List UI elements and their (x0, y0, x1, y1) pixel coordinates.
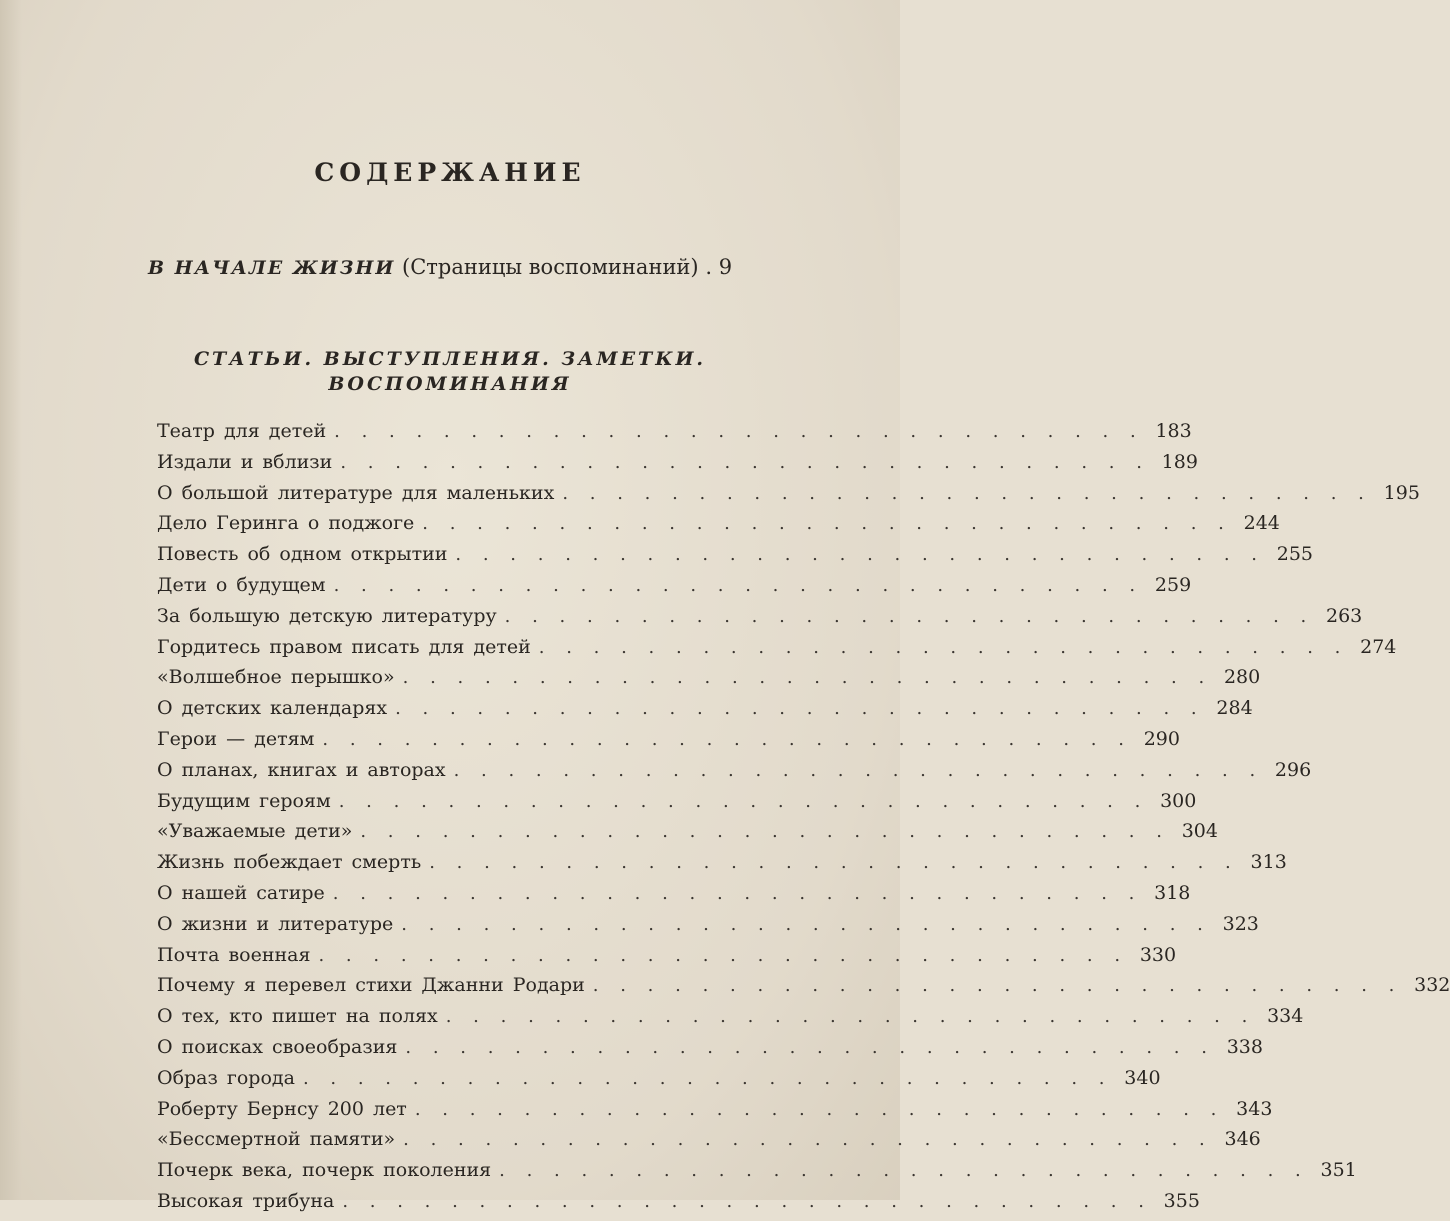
toc-leader-dots: . . . . . . . . . . . . . . . . . . . . . . . . . . . . . . (403, 1129, 1213, 1151)
toc-entry-page: 355 (1163, 1189, 1200, 1212)
toc-entry-title: Образ города (157, 1066, 295, 1089)
toc-entry (157, 512, 1280, 543)
toc-entry-page: 304 (1181, 820, 1218, 843)
toc-entry-title: Почерк века, почерк поколения (157, 1159, 492, 1182)
toc-entry (157, 1035, 1263, 1067)
toc-entry (157, 635, 1397, 667)
toc-entry (157, 450, 1198, 482)
toc-leader-dots: . . . . . . . . . . . . . . . . . . . . . . . . . . . . . . (334, 421, 1144, 442)
toc-entry-page: 343 (1236, 1097, 1273, 1120)
toc-entry-title: Почему я перевел стихи Джанни Родари (157, 974, 585, 997)
toc-entry-title: Высокая трибуна (157, 1189, 335, 1212)
toc-entry-title: «Бессмертной памяти» (157, 1128, 396, 1151)
toc-entry-title: «Уважаемые дети» (157, 820, 353, 843)
toc-entry-title: Театр для детей (157, 420, 327, 442)
toc-entry-title: О тех, кто пишет на полях (157, 1005, 438, 1028)
toc-leader-dots: . . . . . . . . . . . . . . . . . . . . . . . . . . . . . . (445, 1006, 1256, 1028)
toc-entry-page: 338 (1226, 1035, 1263, 1058)
toc-entry (157, 758, 1312, 790)
toc-entry (157, 1128, 1261, 1159)
toc-leader-dots: . . . . . . . . . . . . . . . . . . . . . . . . . . . . . . (402, 667, 1213, 689)
toc-leader-dots: . . . . . . . . . . . . . . . . . . . . . . . . . . . . . . (422, 513, 1232, 535)
toc-entry-page: 263 (1326, 604, 1363, 627)
toc-leader-dots: . . . . . . . . . . . . . . . . . . . . . . . . . . . . . . (453, 759, 1264, 781)
toc-entry-title: Гордитесь правом писать для детей (157, 635, 531, 658)
toc-entry-page: 323 (1222, 912, 1259, 935)
toc-leader-dots: . . . . . . . . . . . . . . . . . . . . . . . . . . . . . . (405, 1036, 1215, 1058)
toc-leader-dots: . . . . . . . . . . . . . . . . . . . . . . . . . . . . . . (318, 944, 1129, 966)
toc-entry-page: 313 (1250, 851, 1287, 874)
toc-entry-title: Герои — детям (157, 727, 315, 750)
toc-entry-page: 284 (1216, 697, 1253, 720)
toc-entry-title: Издали и вблизи (157, 450, 333, 473)
toc-list (157, 420, 1450, 1221)
toc-leader-dots: . . . . . . . . . . . . . . . . . . . . . . . . . . . . . . (338, 790, 1149, 812)
section-title (0, 347, 900, 397)
toc-entry-page: 300 (1160, 789, 1197, 812)
contents-heading: СОДЕРЖАНИЕ (314, 158, 586, 187)
first-entry-subtitle: (Страницы воспоминаний) (402, 255, 699, 279)
toc-entry (157, 881, 1191, 913)
toc-entry (157, 1159, 1357, 1190)
toc-entry (157, 912, 1259, 944)
toc-entry-title: Жизнь побеждает смерть (157, 851, 422, 874)
toc-entry-title: Дети о будущем (157, 573, 326, 596)
toc-entry (157, 820, 1218, 851)
toc-entry-title: О жизни и литературе (157, 912, 394, 935)
toc-entry (157, 481, 1420, 513)
toc-entry-page: 255 (1276, 543, 1314, 566)
toc-leader-dots: . . . . . . . . . . . . . . . . . . . . . . . . . . . . . . (401, 913, 1211, 935)
toc-entry-title: Почта военная (157, 943, 311, 966)
toc-entry-title: Повесть об одном открытии (157, 543, 448, 566)
toc-leader-dots: . . . . . . . . . . . . . . . . . . . . . . . . . . . . . . (538, 636, 1349, 658)
toc-entry-page: 183 (1155, 420, 1192, 442)
toc-leader-dots: . . . . . . . . . . . . . . . . . . . . . . . . . . . . . . (342, 1190, 1152, 1212)
toc-leader-dots: . . . . . . . . . . . . . . . . . . . . . . . . . . . . . . (429, 852, 1239, 874)
toc-leader-dots: . . . . . . . . . . . . . . . . . . . . . . . . . . . . . . (562, 482, 1372, 504)
toc-entry-page: 346 (1224, 1128, 1261, 1151)
first-entry-dots: . (705, 255, 712, 279)
toc-leader-dots: . . . . . . . . . . . . . . . . . . . . . . . . . . . . . . (504, 605, 1315, 627)
toc-entry-page: 244 (1243, 512, 1280, 535)
toc-entry-first (148, 255, 768, 279)
section-title-line-1: СТАТЬИ. ВЫСТУПЛЕНИЯ. ЗАМЕТКИ. (193, 348, 707, 370)
toc-entry (157, 851, 1287, 882)
toc-leader-dots: . . . . . . . . . . . . . . . . . . . . . . . . . . . . . . (499, 1160, 1309, 1182)
toc-entry (157, 573, 1192, 605)
toc-entry (157, 789, 1197, 821)
toc-leader-dots: . . . . . . . . . . . . . . . . . . . . . . . . . . . . . . (340, 451, 1150, 473)
toc-entry-page: 351 (1320, 1159, 1357, 1182)
toc-entry-title: За большую детскую литературу (157, 604, 497, 627)
section-title-line-2: ВОСПОМИНАНИЯ (328, 373, 572, 395)
toc-entry-title: О нашей сатире (157, 881, 325, 904)
toc-entry-title: Дело Геринга о поджоге (157, 512, 415, 535)
toc-entry (157, 1097, 1273, 1129)
toc-entry (157, 697, 1253, 728)
toc-entry-title: О поисках своеобразия (157, 1035, 398, 1058)
toc-entry (157, 1189, 1200, 1221)
toc-entry (157, 727, 1180, 759)
toc-leader-dots: . . . . . . . . . . . . . . . . . . . . . . . . . . . . . . (333, 574, 1144, 596)
toc-entry-page: 259 (1154, 573, 1192, 596)
toc-entry (157, 420, 1192, 451)
toc-entry-page: 189 (1161, 450, 1198, 473)
toc-entry-page: 334 (1267, 1005, 1304, 1028)
toc-entry (157, 543, 1314, 574)
toc-leader-dots: . . . . . . . . . . . . . . . . . . . . . . . . . . . . . . (395, 698, 1205, 720)
toc-entry-page: 330 (1139, 943, 1177, 966)
toc-entry (157, 666, 1261, 697)
toc-entry-title: О детских календарях (157, 697, 388, 720)
toc-entry (157, 1066, 1161, 1098)
toc-entry-page: 280 (1223, 666, 1261, 689)
toc-entry-page: 195 (1383, 481, 1420, 504)
toc-entry (157, 1005, 1304, 1036)
toc-entry (157, 974, 1450, 1005)
toc-entry-title: О планах, книгах и авторах (157, 758, 446, 781)
toc-leader-dots: . . . . . . . . . . . . . . . . . . . . . . . . . . . . . . (360, 821, 1170, 843)
toc-entry-title: «Волшебное перышко» (157, 666, 395, 689)
toc-entry-page: 290 (1143, 727, 1180, 750)
first-entry-page: 9 (718, 255, 733, 279)
toc-entry-title: О большой литературе для маленьких (157, 481, 555, 504)
first-entry-title: В НАЧАЛЕ ЖИЗНИ (148, 257, 396, 279)
toc-leader-dots: . . . . . . . . . . . . . . . . . . . . . . . . . . . . . . (455, 544, 1266, 566)
toc-entry (157, 943, 1177, 975)
toc-leader-dots: . . . . . . . . . . . . . . . . . . . . . . . . . . . . . . (592, 975, 1403, 997)
toc-entry-page: 274 (1360, 635, 1397, 658)
toc-entry-title: Роберту Бернсу 200 лет (157, 1097, 407, 1120)
toc-entry-page: 296 (1274, 758, 1312, 781)
toc-entry-page: 318 (1154, 881, 1191, 904)
toc-leader-dots: . . . . . . . . . . . . . . . . . . . . . . . . . . . . . . (302, 1067, 1113, 1089)
toc-entry (157, 604, 1363, 636)
toc-leader-dots: . . . . . . . . . . . . . . . . . . . . . . . . . . . . . . (322, 728, 1132, 750)
toc-leader-dots: . . . . . . . . . . . . . . . . . . . . . . . . . . . . . . (332, 882, 1143, 904)
toc-leader-dots: . . . . . . . . . . . . . . . . . . . . . . . . . . . . . . (414, 1098, 1225, 1120)
toc-entry-page: 340 (1124, 1066, 1161, 1089)
toc-entry-page: 332 (1414, 974, 1450, 997)
toc-entry-title: Будущим героям (157, 789, 331, 812)
